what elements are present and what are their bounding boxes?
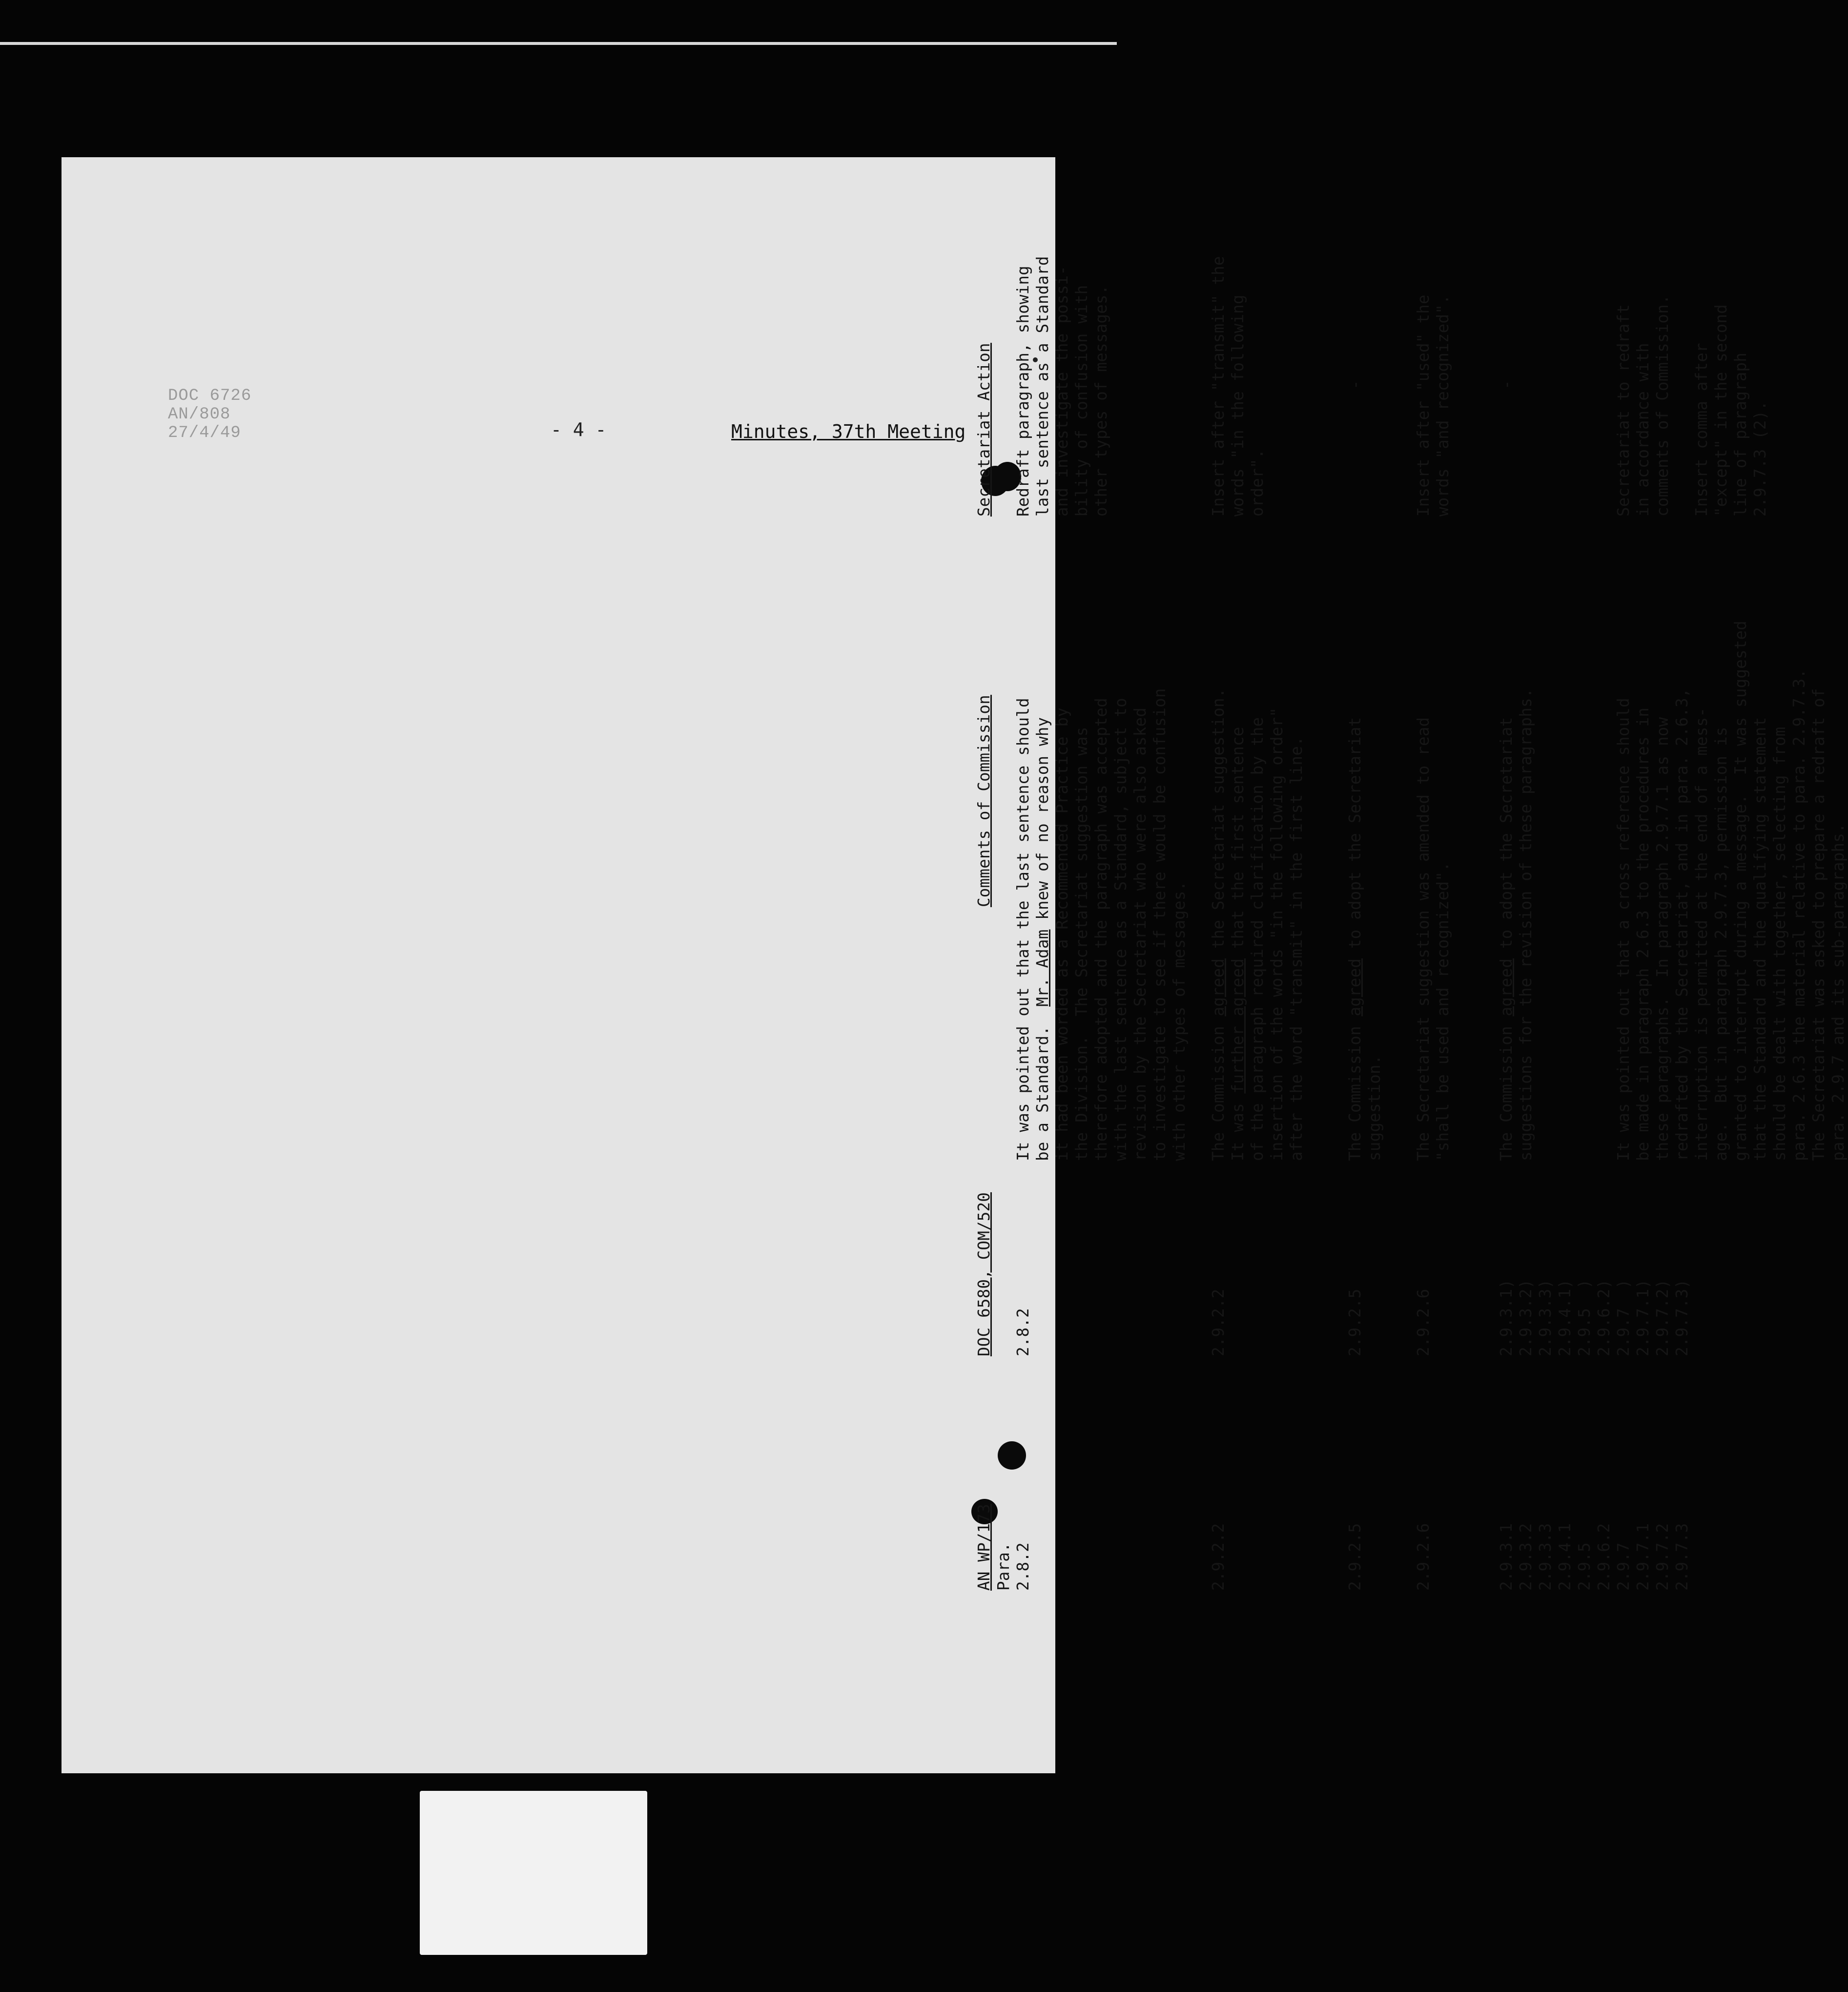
target-card [420, 1791, 647, 1955]
header-secretariat-action: Secretariat Action [975, 343, 993, 517]
row-secretariat-action: Insert after "transmit" the words "in the following order". [1209, 256, 1267, 517]
row-para-numbers: 2.9.3.1 2.9.3.2 2.9.3.3 2.9.4.1 2.9.5 2.9.6.2 [1497, 1523, 1613, 1591]
row-para-numbers: 2.8.2 [1014, 1542, 1032, 1591]
row-comment: The Commission agreed to adopt the Secretariat suggestion. [1346, 717, 1384, 1161]
stamp-date: 27/4/49 [168, 424, 241, 442]
row-secretariat-action: Secretariat to redraft in accordance with comments of Commission. Insert comma after "except" in the second line of paragraph 2.9.7.3 (2). [1614, 294, 1769, 517]
row-para-numbers: 2.9.2.5 [1346, 1523, 1364, 1591]
document-stamp [168, 387, 251, 442]
row-secretariat-action: - [1497, 380, 1516, 390]
row-para-numbers: 2.9.2.6 [1414, 1523, 1433, 1591]
row-doc-numbers: 2.9.3.1) 2.9.3.2) 2.9.3.3) 2.9.4.1) 2.9.5 ) 2.9.6.2) [1497, 1279, 1613, 1356]
row-doc-numbers: 2.9.2.2 [1209, 1288, 1228, 1356]
row-comment: It was pointed out that a cross reference should be made in paragraph 2.6.3 to the procedures in these paragraphs. In paragraph 2.9.7.1 as now redrafted by the Secretariat, and in para. 2.6.3, interruption is permitted at the end of a mess- age. But in paragraph 2.9.7.3, permission is granted to interrupt during a message. It was suggested that the Standard and the qualifying statement should be dealt with together, selecting from para. 2.6.3 the material relative to para. 2.9.7.3. The Secretariat was asked to prepare a redraft of para. 2.9.7 and its sub-paragraphs. [1614, 621, 1848, 1161]
row-para-numbers: 2.9.7 2.9.7.1 2.9.7.2 2.9.7.3 [1614, 1523, 1691, 1591]
row-secretariat-action: Insert after "used" the words "and recognized". [1414, 294, 1452, 517]
header-para: Para. [994, 1542, 1013, 1591]
header-an-wp: AN WP/173 [975, 1504, 993, 1591]
header-comments: Comments of Commission [975, 695, 993, 907]
row-doc-numbers: 2.9.2.5 [1346, 1288, 1364, 1356]
row-comment: The Secretariat suggestion was amended to read "shall be used and recognized". [1414, 717, 1452, 1161]
header-doc-6580: DOC 6580, COM/520 [975, 1192, 993, 1356]
minutes-table [974, 256, 1848, 1591]
row-comment: The Commission agreed to adopt the Secretariat suggestions for the revision of these paragraphs. [1497, 688, 1535, 1161]
meeting-title: Minutes, 37th Meeting [731, 421, 966, 442]
document-page [62, 157, 1055, 1773]
row-doc-numbers: 2.9.2.6 [1414, 1288, 1433, 1356]
page-number: - 4 - [551, 419, 607, 440]
microfilm-frame-rule [0, 42, 1117, 45]
row-secretariat-action: Redraft paragraph, showing last sentence as a Standard and investigate the possi- bility of confusion with other types of messages. [1014, 256, 1110, 517]
row-doc-numbers: 2.9.7 ) 2.9.7.1) 2.9.7.2) 2.9.7.3) [1614, 1279, 1691, 1356]
row-comment: The Commission agreed the Secretariat suggestion. It was further agreed that the first sentence of the paragraph required clarification by the insertion of the words "in the following order" after the word "transmit" in the first line. [1209, 688, 1306, 1161]
row-doc-numbers: 2.8.2 [1014, 1308, 1032, 1356]
row-secretariat-action: - [1346, 380, 1364, 390]
row-comment: It was pointed out that the last sentence should be a Standard. Mr. Adam knew of no reason why it had been worded as a Recommended Practice by the Division. The Secretariat suggestion was therefore adopted and the paragraph was accepted with the last sentence as a Standard, subject to revision by the Secretariat who were also asked to investigate to see if there would be confusion with other types of messages. [1014, 688, 1189, 1161]
stamp-an-number: AN/808 [168, 405, 231, 424]
row-para-numbers: 2.9.2.2 [1209, 1523, 1228, 1591]
stamp-doc-number: DOC 6726 [168, 387, 252, 405]
